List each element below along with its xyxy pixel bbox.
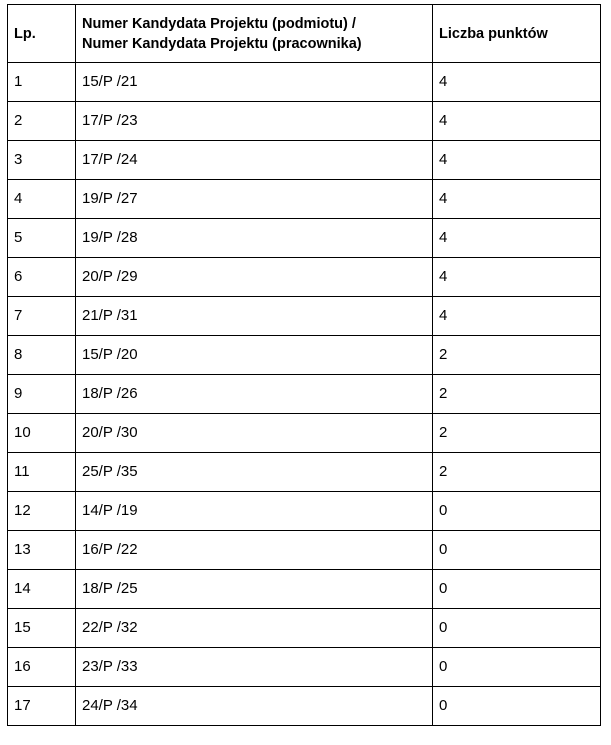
cell-numer-kandydata: 20/P /29 — [76, 258, 433, 297]
cell-liczba-punktow: 2 — [433, 453, 601, 492]
cell-liczba-punktow: 0 — [433, 570, 601, 609]
cell-numer-kandydata: 19/P /28 — [76, 219, 433, 258]
cell-numer-kandydata: 18/P /25 — [76, 570, 433, 609]
cell-liczba-punktow: 0 — [433, 648, 601, 687]
cell-liczba-punktow: 0 — [433, 609, 601, 648]
cell-liczba-punktow: 0 — [433, 492, 601, 531]
cell-liczba-punktow: 0 — [433, 687, 601, 726]
header-numer-line2: Numer Kandydata Projektu (pracownika) — [82, 35, 362, 52]
cell-lp: 14 — [8, 570, 76, 609]
table-row — [8, 492, 601, 531]
table-row — [8, 141, 601, 180]
cell-numer-kandydata: 17/P /24 — [76, 141, 433, 180]
cell-liczba-punktow: 2 — [433, 375, 601, 414]
cell-lp: 9 — [8, 375, 76, 414]
header-numer-kandydata — [76, 5, 433, 63]
table-row — [8, 648, 601, 687]
cell-lp: 6 — [8, 258, 76, 297]
cell-liczba-punktow: 4 — [433, 63, 601, 102]
cell-lp: 10 — [8, 414, 76, 453]
cell-numer-kandydata: 16/P /22 — [76, 531, 433, 570]
header-liczba-punktow: Liczba punktów — [433, 5, 601, 63]
cell-numer-kandydata: 23/P /33 — [76, 648, 433, 687]
table-row — [8, 375, 601, 414]
cell-liczba-punktow: 4 — [433, 180, 601, 219]
cell-lp: 4 — [8, 180, 76, 219]
results-table-container — [7, 4, 601, 726]
results-table — [7, 4, 601, 726]
cell-lp: 15 — [8, 609, 76, 648]
cell-liczba-punktow: 2 — [433, 336, 601, 375]
table-header-row — [8, 5, 601, 63]
table-row — [8, 180, 601, 219]
table-row — [8, 219, 601, 258]
table-row — [8, 258, 601, 297]
cell-numer-kandydata: 22/P /32 — [76, 609, 433, 648]
table-row — [8, 297, 601, 336]
cell-lp: 11 — [8, 453, 76, 492]
table-row — [8, 336, 601, 375]
cell-numer-kandydata: 20/P /30 — [76, 414, 433, 453]
cell-lp: 13 — [8, 531, 76, 570]
cell-lp: 16 — [8, 648, 76, 687]
cell-numer-kandydata: 15/P /20 — [76, 336, 433, 375]
cell-liczba-punktow: 4 — [433, 102, 601, 141]
cell-liczba-punktow: 2 — [433, 414, 601, 453]
cell-lp: 3 — [8, 141, 76, 180]
cell-numer-kandydata: 21/P /31 — [76, 297, 433, 336]
header-numer-line1: Numer Kandydata Projektu (podmiotu) / — [82, 15, 356, 32]
cell-liczba-punktow: 4 — [433, 297, 601, 336]
cell-lp: 12 — [8, 492, 76, 531]
cell-numer-kandydata: 24/P /34 — [76, 687, 433, 726]
table-body — [8, 63, 601, 726]
cell-liczba-punktow: 4 — [433, 258, 601, 297]
cell-numer-kandydata: 17/P /23 — [76, 102, 433, 141]
table-row — [8, 453, 601, 492]
cell-liczba-punktow: 0 — [433, 531, 601, 570]
cell-liczba-punktow: 4 — [433, 141, 601, 180]
header-lp: Lp. — [8, 5, 76, 63]
cell-lp: 8 — [8, 336, 76, 375]
cell-lp: 1 — [8, 63, 76, 102]
cell-numer-kandydata: 19/P /27 — [76, 180, 433, 219]
table-row — [8, 609, 601, 648]
cell-lp: 5 — [8, 219, 76, 258]
cell-numer-kandydata: 18/P /26 — [76, 375, 433, 414]
cell-liczba-punktow: 4 — [433, 219, 601, 258]
cell-numer-kandydata: 14/P /19 — [76, 492, 433, 531]
table-row — [8, 414, 601, 453]
cell-lp: 7 — [8, 297, 76, 336]
cell-numer-kandydata: 15/P /21 — [76, 63, 433, 102]
table-row — [8, 102, 601, 141]
table-row — [8, 570, 601, 609]
table-row — [8, 687, 601, 726]
table-row — [8, 531, 601, 570]
cell-lp: 2 — [8, 102, 76, 141]
cell-lp: 17 — [8, 687, 76, 726]
table-row — [8, 63, 601, 102]
cell-numer-kandydata: 25/P /35 — [76, 453, 433, 492]
